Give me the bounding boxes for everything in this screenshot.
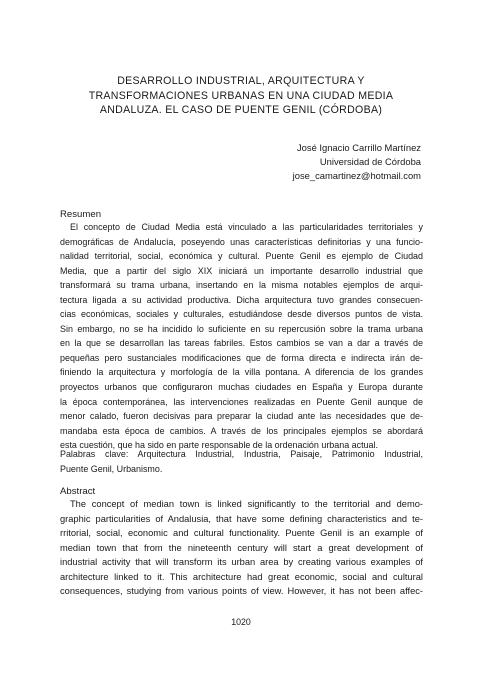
text-line: industrial activity that will transform its urban area by creating various examples of	[60, 557, 423, 568]
title-line: TRANSFORMACIONES URBANAS EN UNA CIUDAD MEDIA	[88, 89, 394, 102]
page-number: 1020	[231, 617, 251, 627]
text-line: tectura ligada a su actividad productiva. Dicha arquitectura tuvo grandes consecuen-	[60, 294, 423, 305]
text-line: esta cuestión, que ha sido en parte responsable de la ordenación urbana actual.	[60, 440, 379, 451]
text-line: The concept of median town is linked significantly to the territorial and demo-	[70, 499, 423, 509]
author-affiliation: Universidad de Córdoba	[319, 156, 421, 168]
text-line: consequences, studying from various points of view. However, it has not been affec-	[60, 586, 423, 597]
text-line: El concepto de Ciudad Media está vinculado a las particularidades territoriales y	[70, 222, 423, 232]
author-block	[293, 141, 421, 184]
author-name: José Ignacio Carrillo Martínez	[296, 142, 421, 153]
paper-title	[60, 74, 422, 118]
text-line: menor calado, fueron decisivas para preparar la ciudad ante las necesidades que de-	[60, 411, 423, 422]
resumen-body	[60, 220, 423, 453]
text-line: demográficas de Andalucía, poseyendo unas características definitorias y una funcio-	[60, 236, 423, 247]
text-line: proyectos urbanos que configuraron muchas ciudades en España y Europa durante	[60, 382, 423, 393]
keywords-line: Puente Genil, Urbanismo.	[60, 463, 163, 474]
text-line: architecture linked to it. This architecture had great economic, social and cultural	[60, 571, 423, 582]
title-line: ANDALUZA. EL CASO DE PUENTE GENIL (CÓRDOBA)	[99, 104, 383, 116]
abstract-body	[60, 497, 423, 599]
keywords-line: Palabras clave: Arquitectura Industrial, Industria, Paisaje, Patrimonio Industrial,	[60, 449, 423, 459]
text-line: rritorial, social, economic and cultural functionality. Puente Genil is an example of	[60, 528, 423, 539]
text-line: nalidad territorial, social, económica y cultural. Puente Genil es ejemplo de Ciudad	[60, 251, 423, 262]
text-line: finiendo la arquitectura y morfología de la villa pontana. A diferencia de los grandes	[60, 367, 423, 378]
text-line: cias económicas, sociales y culturales, estudiándose desde diversos puntos de vista.	[60, 309, 423, 320]
text-line: en la que se desarrollan las tareas fabriles. Estos cambios se van a dar a través de	[60, 338, 423, 349]
text-line: Media, que a partir del siglo XIX iniciará un importante desarrollo industrial que	[60, 265, 423, 276]
title-line: DESARROLLO INDUSTRIAL, ARQUITECTURA Y	[117, 75, 365, 87]
text-line: mandaba esta época de cambios. A través de los principales ejemplos se abordará	[60, 425, 423, 436]
text-line: la época contemporánea, las intervenciones realizadas en Puente Genil aunque de	[60, 396, 423, 407]
text-line: pequeñas pero sustanciales modificaciones que de forma directa e indirecta irán de-	[60, 352, 423, 363]
text-line: Sin embargo, no se ha incidido lo suficiente en su repercusión sobre la trama urbana	[60, 323, 423, 334]
text-line: transformará su trama urbana, insertando en la misma notables ejemplos de arqui-	[60, 280, 423, 291]
keywords-paragraph	[60, 447, 423, 476]
author-email: jose_camartinez@hotmail.com	[292, 170, 421, 182]
abstract-heading: Abstract	[60, 486, 96, 497]
text-line: median town that from the nineteenth century will start a great development of	[60, 542, 423, 553]
text-line: graphic particularities of Andalusia, that have some defining characteristics and te-	[60, 513, 423, 524]
resumen-heading: Resumen	[60, 209, 102, 220]
